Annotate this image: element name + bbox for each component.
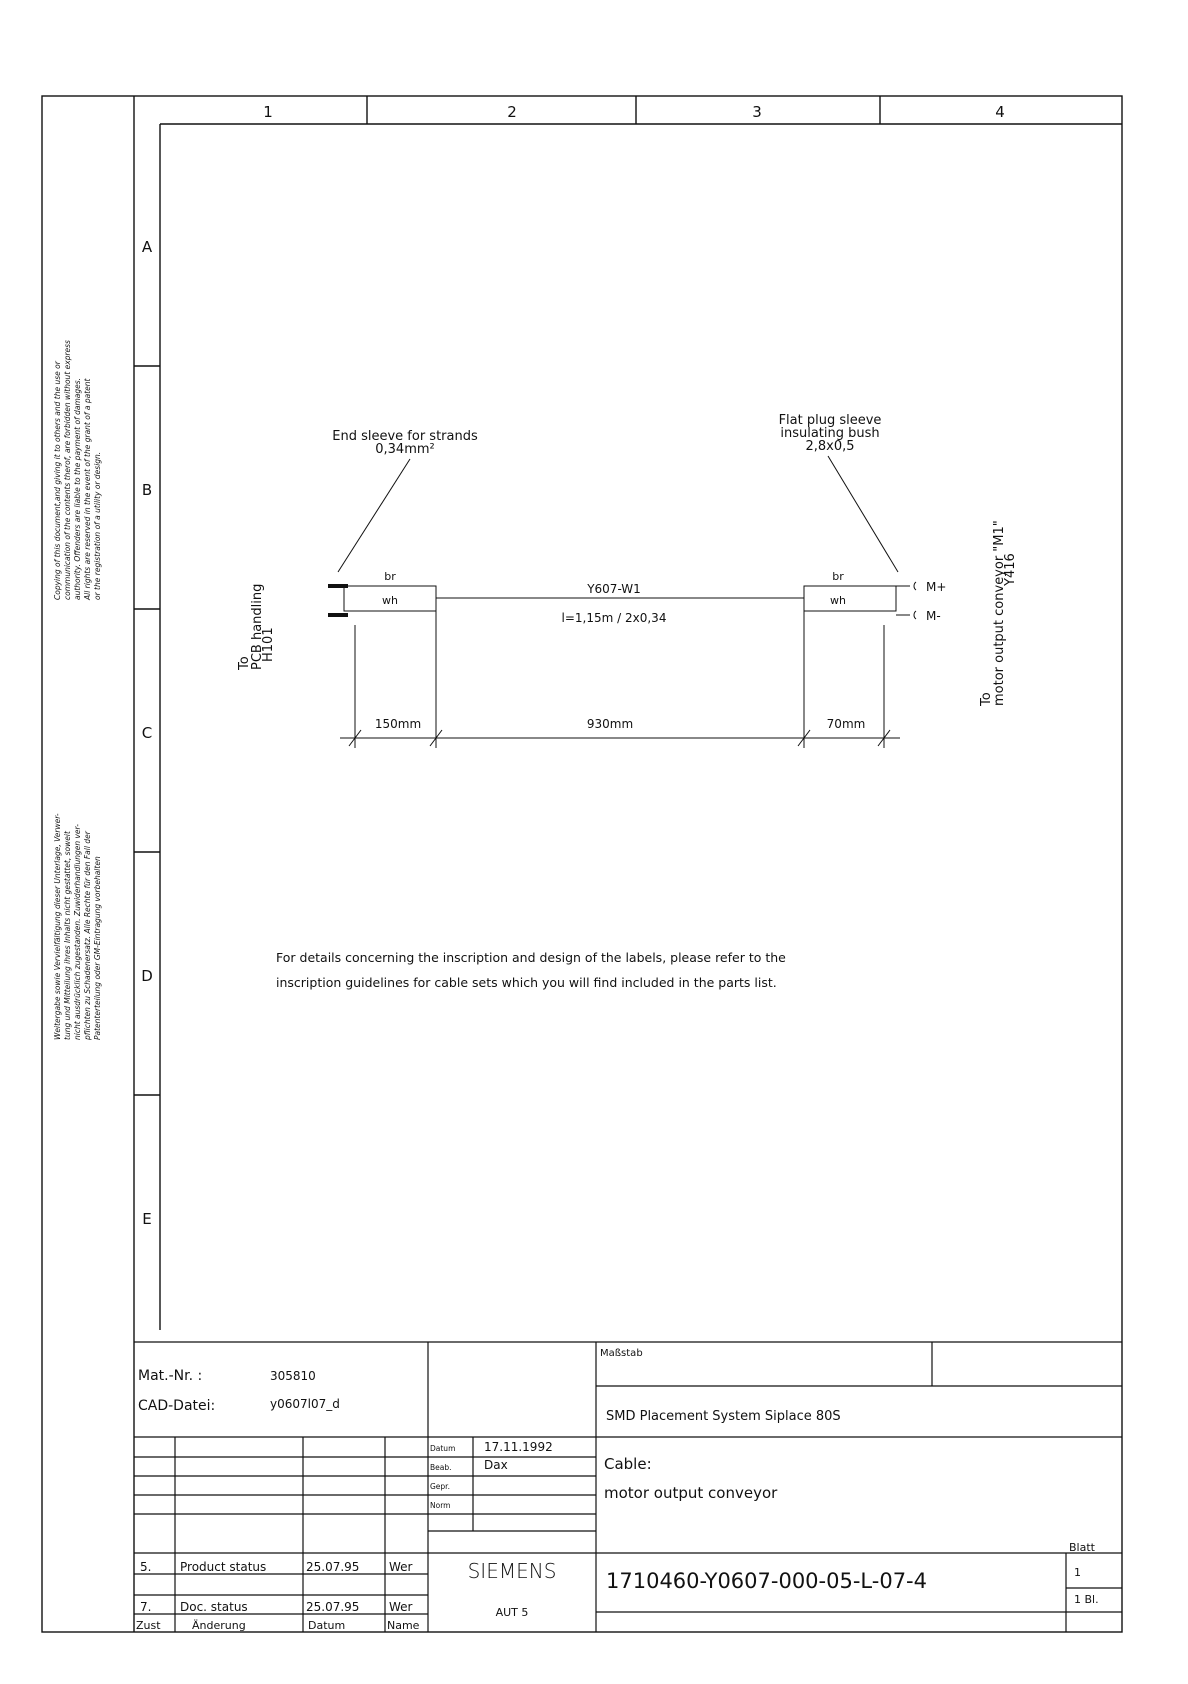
column-header-aenderung: Änderung: [192, 1619, 246, 1632]
wire-color-label: br: [832, 570, 844, 583]
mat-nr-label: Mat.-Nr. :: [138, 1368, 203, 1384]
sheet-label: Blatt: [1069, 1541, 1095, 1554]
drawing-title: Cable:: [604, 1455, 652, 1473]
column-label-3: 3: [752, 103, 762, 121]
revision-index: 7.: [140, 1600, 152, 1614]
row-label-c: C: [141, 724, 153, 742]
right-destination-label: motor output conveyor "M1": [992, 520, 1007, 706]
cad-file-label: CAD-Datei:: [138, 1398, 216, 1414]
dimension-label: 150mm: [374, 717, 422, 731]
left-destination-label: H101: [261, 627, 276, 662]
left-destination-label: To: [237, 656, 252, 670]
beab-value: Dax: [484, 1458, 508, 1472]
inscription-note: inscription guidelines for cable sets which you will find included in the parts list.: [276, 975, 777, 990]
norm-label: Norm: [430, 1501, 451, 1510]
sheet-number: 1: [1074, 1566, 1081, 1579]
beab-label: Beab.: [430, 1463, 452, 1472]
revision-date: 25.07.95: [306, 1560, 360, 1574]
flat-plug-callout: insulating bush: [780, 426, 880, 441]
copyright-line: tung und Mitteilung ihres Inhalts nicht gestattet, soweit: [63, 831, 72, 1040]
row-label-d: D: [141, 967, 153, 985]
dimension-label: 70mm: [826, 717, 866, 731]
dimension-label: 930mm: [586, 717, 634, 731]
left-destination-label: PCB handling: [250, 583, 265, 670]
revision-date: 25.07.95: [306, 1600, 360, 1614]
scale-label: Maßstab: [600, 1348, 643, 1359]
row-label-a: A: [141, 238, 153, 256]
copyright-line: Copying of this document,and giving it to others and the use or: [53, 361, 62, 600]
flat-plug-callout: 2,8x0,5: [805, 439, 855, 454]
revision-text: Doc. status: [180, 1600, 248, 1614]
end-sleeve-terminal: [328, 584, 348, 588]
wire-color-label: wh: [382, 594, 398, 607]
copyright-line: Patenterteilung oder GM-Eintragung vorbehalten: [93, 856, 102, 1040]
end-sleeve-callout: 0,34mm²: [375, 442, 435, 457]
cable-spec: l=1,15m / 2x0,34: [561, 611, 667, 625]
pin-label-plus: M+: [926, 580, 947, 594]
project-name: SMD Placement System Siplace 80S: [606, 1409, 841, 1424]
column-header-name: Name: [387, 1619, 420, 1632]
copyright-line: communication of the contents therof, are forbidden without express: [63, 340, 72, 600]
copyright-line: authority. Offenders are liable to the payment of damages.: [73, 377, 82, 600]
copyright-line: pflichten zu Schadenersatz. Alle Rechte für den Fall der: [83, 831, 92, 1040]
pin-label-minus: M-: [926, 609, 941, 623]
copyright-line: or the registration of a utility or design.: [93, 451, 102, 600]
revision-text: Product status: [180, 1560, 267, 1574]
right-destination-label: Y416: [1003, 553, 1018, 586]
flat-plug-callout: Flat plug sleeve: [778, 413, 882, 428]
revision-name: Wer: [389, 1600, 413, 1614]
drawing-number: 1710460-Y0607-000-05-L-07-4: [606, 1569, 927, 1593]
division: AUT 5: [495, 1606, 529, 1619]
cad-file-value: y0607l07_d: [270, 1397, 340, 1411]
sheet-total: 1 Bl.: [1074, 1593, 1099, 1606]
column-header-datum: Datum: [308, 1619, 346, 1632]
wire-color-label: br: [384, 570, 396, 583]
cable-diagram: [237, 413, 1018, 748]
copyright-line: nicht ausdrücklich zugestanden. Zuwiderhandlungen ver-: [73, 824, 82, 1040]
wire-color-label: wh: [830, 594, 846, 607]
cable-id: Y607-W1: [587, 582, 641, 596]
datum-value: 17.11.1992: [484, 1440, 553, 1454]
column-label-1: 1: [263, 103, 273, 121]
revision-name: Wer: [389, 1560, 413, 1574]
revision-index: 5.: [140, 1560, 152, 1574]
drawing-title: motor output conveyor: [604, 1484, 778, 1502]
inscription-note: For details concerning the inscription and design of the labels, please refer to the: [276, 950, 786, 965]
company-logo: SIEMENS: [467, 1559, 557, 1583]
row-label-e: E: [142, 1210, 152, 1228]
column-label-4: 4: [995, 103, 1005, 121]
copyright-line: All rights are reserved in the event of the grant of a patent: [83, 378, 92, 600]
column-label-2: 2: [507, 103, 517, 121]
copyright-line: Weitergabe sowie Vervielfältigung dieser Unterlage, Verwer-: [53, 813, 62, 1040]
column-header-zust: Zust: [136, 1619, 161, 1632]
mat-nr-value: 305810: [270, 1369, 316, 1383]
end-sleeve-terminal: [328, 613, 348, 617]
end-sleeve-callout: End sleeve for strands: [332, 429, 478, 444]
right-destination-label: To: [979, 692, 994, 706]
copyright-note-en: [53, 340, 102, 601]
gepr-label: Gepr.: [430, 1482, 450, 1491]
row-label-b: B: [141, 481, 153, 499]
datum-label: Datum: [430, 1444, 456, 1453]
copyright-note-de: [53, 813, 102, 1041]
